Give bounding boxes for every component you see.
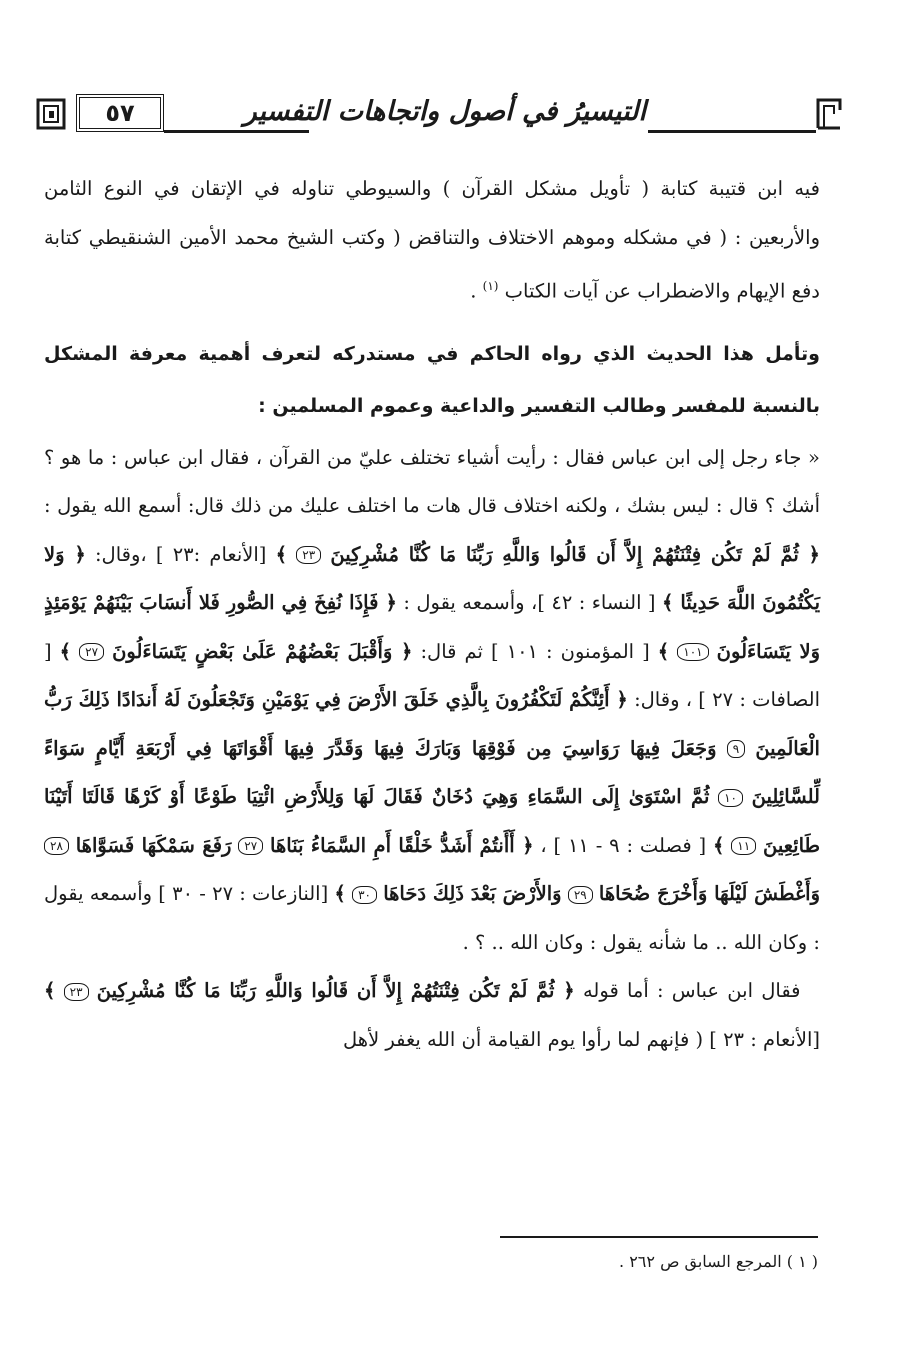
header-rule-right [648, 130, 816, 133]
verse-number-marker: ٢٩ [568, 886, 593, 904]
hadith-text: « جاء رجل إلى ابن عباس فقال : رأيت أشياء تختلف عليّ من القرآن ، فقال ابن عباس : ما هو ؟ أشك ؟ قال : ليس بشك ، ولكنه اختلاف قال هات ما اختلف عليك من ذلك قال: أسمع الله يقول : [44, 445, 820, 517]
verse-number-marker: ٢٨ [44, 837, 69, 855]
quran-verse: ﴿ أَئِنَّكُمْ لَتَكْفُرُونَ بِالَّذِي خَلَقَ الأَرْضَ فِي يَوْمَيْنِ وَتَجْعَلُونَ لَهُ أَندَادًا ذَلِكَ رَبُّ الْعَالَمِينَ [44, 688, 820, 760]
quran-verse: ﴿ أَأَنتُمْ أَشَدُّ خَلْقًا أَمِ السَّمَاءُ بَنَاهَا [270, 833, 534, 857]
verse-number-marker: ٢٣ [64, 983, 89, 1001]
quran-bracket: ﴾ [713, 833, 725, 857]
hadith-text: وأسمعه يقول : وكان الله .. ما شأنه يقول : وكان الله .. ؟ . [44, 882, 820, 954]
verse-number-marker: ٢٧ [238, 837, 263, 855]
section-heading: وتأمل هذا الحديث الذي رواه الحاكم في مستدركه لتعرف أهمية معرفة المشكل بالنسبة للمفسر وطالب التفسير والداعية وعموم المسلمين : [44, 342, 820, 417]
verse-reference: [الأنعام :٢٣ ] ،وقال: [94, 542, 267, 566]
footnote-reference: (١) [482, 279, 499, 293]
quran-verse: ﴿ فَإِذَا نُفِخَ فِي الصُّورِ فَلا أَنسَابَ بَيْنَهُمْ يَوْمَئِذٍ وَلا يَتَسَاءَلُونَ [44, 591, 820, 663]
hadith-paragraph [44, 434, 820, 968]
running-title: التيسيرُ في أصول واتجاهات التفسير [243, 96, 646, 127]
verse-number-marker: ١١ [731, 837, 756, 855]
quran-bracket: ﴾ [44, 979, 56, 1002]
footnote: ( ١ ) المرجع السابق ص ٢٦٢ . [619, 1252, 818, 1271]
verse-number-marker: ٢٣ [296, 546, 321, 564]
quran-verse: وَالأَرْضَ بَعْدَ ذَلِكَ دَحَاهَا [383, 882, 562, 905]
intro-end: . [470, 279, 477, 303]
quran-bracket: ﴾ [334, 882, 346, 905]
verse-reference: [النازعات : ٢٧ - ٣٠ ] [158, 882, 329, 905]
quran-verse: ثُمَّ اسْتَوَىٰ إِلَى السَّمَاءِ وَهِيَ دُخَانٌ فَقَالَ لَهَا وَلِلأَرْضِ ائْتِيَا طَوْعًا أَوْ كَرْهًا قَالَتَا أَتَيْنَا طَائِعِينَ [44, 785, 821, 857]
quran-bracket: ﴾ [59, 639, 72, 663]
answer-paragraph [44, 967, 820, 1064]
verse-reference: [الأنعام : ٢٣ ] ( فإنهم لما رأوا يوم القيامة أن الله يغفر لأهل [343, 1027, 820, 1051]
verse-number-marker: ٢٧ [79, 643, 104, 661]
verse-reference: [ النساء : ٤٢ ]، وأسمعه يقول : [403, 591, 656, 614]
intro-text: فيه ابن قتيبة كتابة ( تأويل مشكل القرآن ) والسيوطي تناوله في الإتقان في النوع الثامن والأربعين : ( في مشكله وموهم الاختلاف والتناقض ( وكتب الشيخ محمد الأمين الشنقيطي كتابة دفع الإيهام والاضطراب عن آيات الكتاب [44, 177, 820, 303]
page-number: ٥٧ [76, 94, 164, 132]
verse-reference: [ الصافات : ٢٧ ] ، وقال: [44, 639, 820, 711]
quran-bracket: ﴾ [275, 542, 288, 566]
verse-number-marker: ٩ [727, 740, 745, 758]
quran-verse: ﴿ ثُمَّ لَمْ تَكُن فِتْنَتُهُمْ إِلاَّ أَن قَالُوا وَاللَّهِ رَبِّنَا مَا كُنَّا مُشْرِكِينَ [96, 979, 575, 1002]
page-body [44, 164, 820, 1064]
verse-number-marker: ١٠ [718, 789, 743, 807]
footnote-rule [500, 1236, 818, 1238]
corner-ornament-icon [36, 96, 66, 132]
quran-verse: وَجَعَلَ فِيهَا رَوَاسِيَ مِن فَوْقِهَا وَبَارَكَ فِيهَا وَقَدَّرَ فِيهَا أَقْوَاتَهَا فِي أَرْبَعَةِ أَيَّامٍ سَوَاءً لِّلسَّائِلِينَ [44, 736, 821, 808]
quran-verse: ﴿ وَلا يَكْتُمُونَ اللَّهَ حَدِيثًا ﴾ [44, 542, 821, 614]
verse-reference: [ المؤمنون : ١٠١ ] ثم قال: [420, 639, 650, 663]
running-header [36, 88, 842, 144]
quran-verse: ﴿ ثُمَّ لَمْ تَكُن فِتْنَتُهُمْ إِلاَّ أَن قَالُوا وَاللَّهِ رَبِّنَا مَا كُنَّا مُشْرِكِينَ [330, 542, 820, 566]
quran-verse: رَفَعَ سَمْكَهَا فَسَوَّاهَا [75, 833, 232, 857]
quran-bracket: ﴾ [657, 639, 670, 663]
quran-verse: وَأَغْطَشَ لَيْلَهَا وَأَخْرَجَ ضُحَاهَا [598, 882, 820, 905]
answer-text: فقال ابن عباس : أما قوله [582, 979, 801, 1002]
verse-number-marker: ٣٠ [352, 886, 377, 904]
verse-number-marker: ١٠١ [677, 643, 708, 661]
corner-ornament-icon [814, 96, 844, 132]
quran-verse: ﴿ وَأَقْبَلَ بَعْضُهُمْ عَلَىٰ بَعْضٍ يَتَسَاءَلُونَ [112, 639, 413, 663]
verse-reference: [ فصلت : ٩ - ١١ ] ، [540, 833, 707, 857]
intro-paragraph [44, 164, 820, 316]
